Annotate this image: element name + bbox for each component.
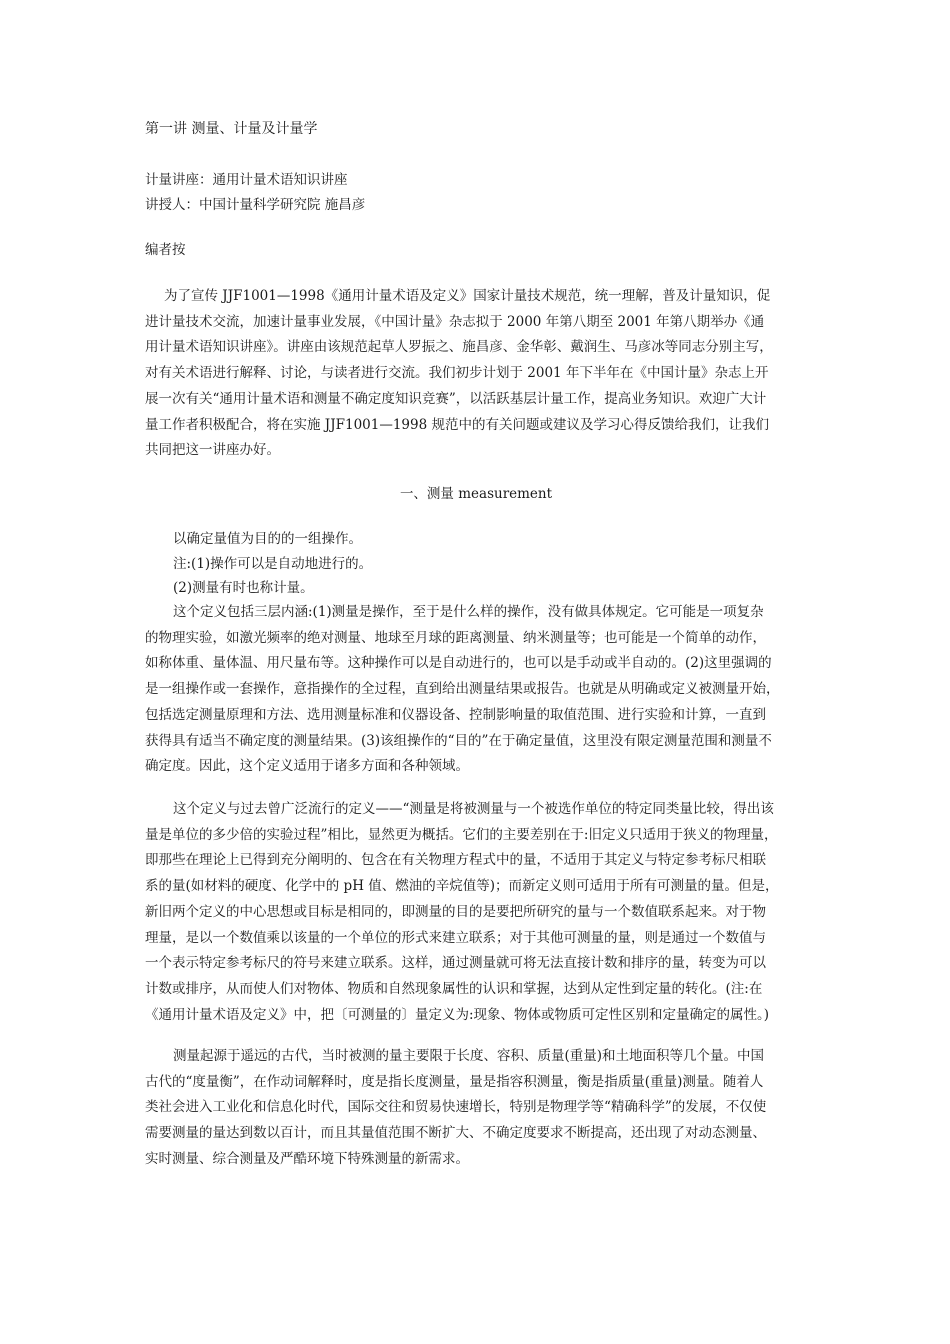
definition-note: (2)测量有时也称计量。 (173, 580, 314, 596)
definition-note: 注:(1)操作可以是自动地进行的。 (173, 555, 373, 572)
paragraph-line: 类社会进入工业化和信息化时代，国际交往和贸易快速增长，特别是物理学等“精确科学”的发展，不仅使 (145, 1099, 767, 1116)
paragraph-line: 系的量(如材料的硬度、化学中的 pH 值、燃油的辛烷值等)；而新定义则可适用于所有可测量的量。但是， (145, 878, 779, 895)
paragraph-line: 需要测量的量达到数以百计，而且其量值范围不断扩大、不确定度要求不断提高，还出现了对动态测量、 (145, 1125, 766, 1142)
definition-block (145, 527, 807, 601)
lecturer-line: 讲授人：中国计量科学研究院 施昌彦 (145, 197, 366, 213)
paragraph-line: 计数或排序，从而使人们对物体、物质和自然现象属性的认识和掌握，达到从定性到定量的转化。(注:在 (145, 980, 763, 997)
lecture-meta (145, 168, 807, 218)
paragraph-line: 古代的“度量衡”，在作动词解释时，度是指长度测量，量是指容积测量，衡是指质量(重量)测量。随着人 (145, 1073, 764, 1090)
paragraph-line: 是一组操作或一套操作，意指操作的全过程，直到给出测量结果或报告。也就是从明确或定义被测量开始， (145, 681, 780, 698)
paragraph-line: 这个定义包括三层内涵:(1)测量是操作，至于是什么样的操作，没有做具体规定。它可能是一项复杂 (173, 604, 764, 620)
intro-paragraph (145, 284, 807, 464)
paragraph-line: 进计量技术交流，加速计量事业发展，《中国计量》杂志拟于 2000 年第八期至 2001 年第八期举办《通 (145, 313, 765, 330)
lecture-series: 计量讲座：通用计量术语知识讲座 (145, 172, 348, 188)
paragraph-line: 一个表示特定参考标尺的符号来建立联系。这样，通过测量就可将无法直接计数和排序的量，转变为可以 (145, 955, 766, 972)
editor-note-heading: 编者按 (145, 242, 186, 258)
paragraph-line: 展一次有关“通用计量术语和测量不确定度知识竞赛”，以活跃基层计量工作，提高业务知识。欢迎广大计 (145, 390, 767, 407)
paragraph-line: 包括选定测量原理和方法、选用测量标准和仪器设备、控制影响量的取值范围、进行实验和计算，一直到 (145, 706, 766, 723)
paragraph-line: 理量，是以一个数值乘以该量的一个单位的形式来建立联系；对于其他可测量的量，则是通过一个数值与 (145, 929, 766, 946)
paragraph-line: 新旧两个定义的中心思想或目标是相同的，即测量的目的是要把所研究的量与一个数值联系起来。对于物 (145, 903, 766, 920)
paragraph-line: 量工作者积极配合，将在实施 JJF1001—1998 规范中的有关问题或建议及学习心得反馈给我们，让我们 (145, 416, 769, 433)
paragraph-line: 获得具有适当不确定度的测量结果。(3)该组操作的“目的”在于确定量值，这里没有限定测量范围和测量不 (145, 732, 772, 749)
paragraph-line: 共同把这一讲座办好。 (145, 442, 280, 459)
paragraph-line: 这个定义与过去曾广泛流行的定义——“测量是将被测量与一个被选作单位的特定同类量比较，得出该 (173, 801, 774, 817)
paragraph-line: 实时测量、综合测量及严酷环境下特殊测量的新需求。 (145, 1150, 469, 1167)
body-paragraph-1 (145, 600, 807, 780)
paragraph-line: 量是单位的多少倍的实验过程”相比，显然更为概括。它们的主要差别在于:旧定义只适用于狭义的物理量， (145, 826, 778, 843)
paragraph-line: 如称体重、量体温、用尺量布等。这种操作可以是自动进行的，也可以是手动或半自动的。(2)这里强调的 (145, 655, 772, 672)
body-paragraph-3 (145, 1044, 807, 1173)
paragraph-line: 用计量术语知识讲座》。讲座由该规范起草人罗振之、施昌彦、金华彰、戴润生、马彦冰等同志分别主写， (145, 339, 773, 356)
paragraph-line: 的物理实验，如激光频率的绝对测量、地球至月球的距离测量、纳米测量等；也可能是一个简单的动作， (145, 629, 766, 646)
paragraph-line: 即那些在理论上已得到充分阐明的、包含在有关物理方程式中的量，不适用于其定义与特定参考标尺相联 (145, 852, 766, 869)
section-heading: 一、测量 measurement (399, 486, 553, 502)
paragraph-line: 《通用计量术语及定义》中，把〔可测量的〕量定义为:现象、物体或物质可定性区别和定量确定的属性。) (145, 1006, 770, 1023)
paragraph-line: 测量起源于遥远的古代，当时被测的量主要限于长度、容积、质量(重量)和土地面积等几个量。中国 (173, 1048, 765, 1064)
body-paragraph-2 (145, 797, 807, 1028)
definition-text: 以确定量值为目的的一组操作。 (173, 531, 362, 547)
paragraph-line: 确定度。因此，这个定义适用于诸多方面和各种领域。 (145, 758, 469, 775)
lecture-title: 第一讲 测量、计量及计量学 (145, 121, 318, 137)
paragraph-line: 对有关术语进行解释、讨论，与读者进行交流。我们初步计划于 2001 年下半年在《中国计量》杂志上开 (145, 365, 769, 382)
paragraph-line: 为了宣传 JJF1001—1998《通用计量术语及定义》国家计量技术规范，统一理解，普及计量知识，促 (164, 288, 771, 304)
